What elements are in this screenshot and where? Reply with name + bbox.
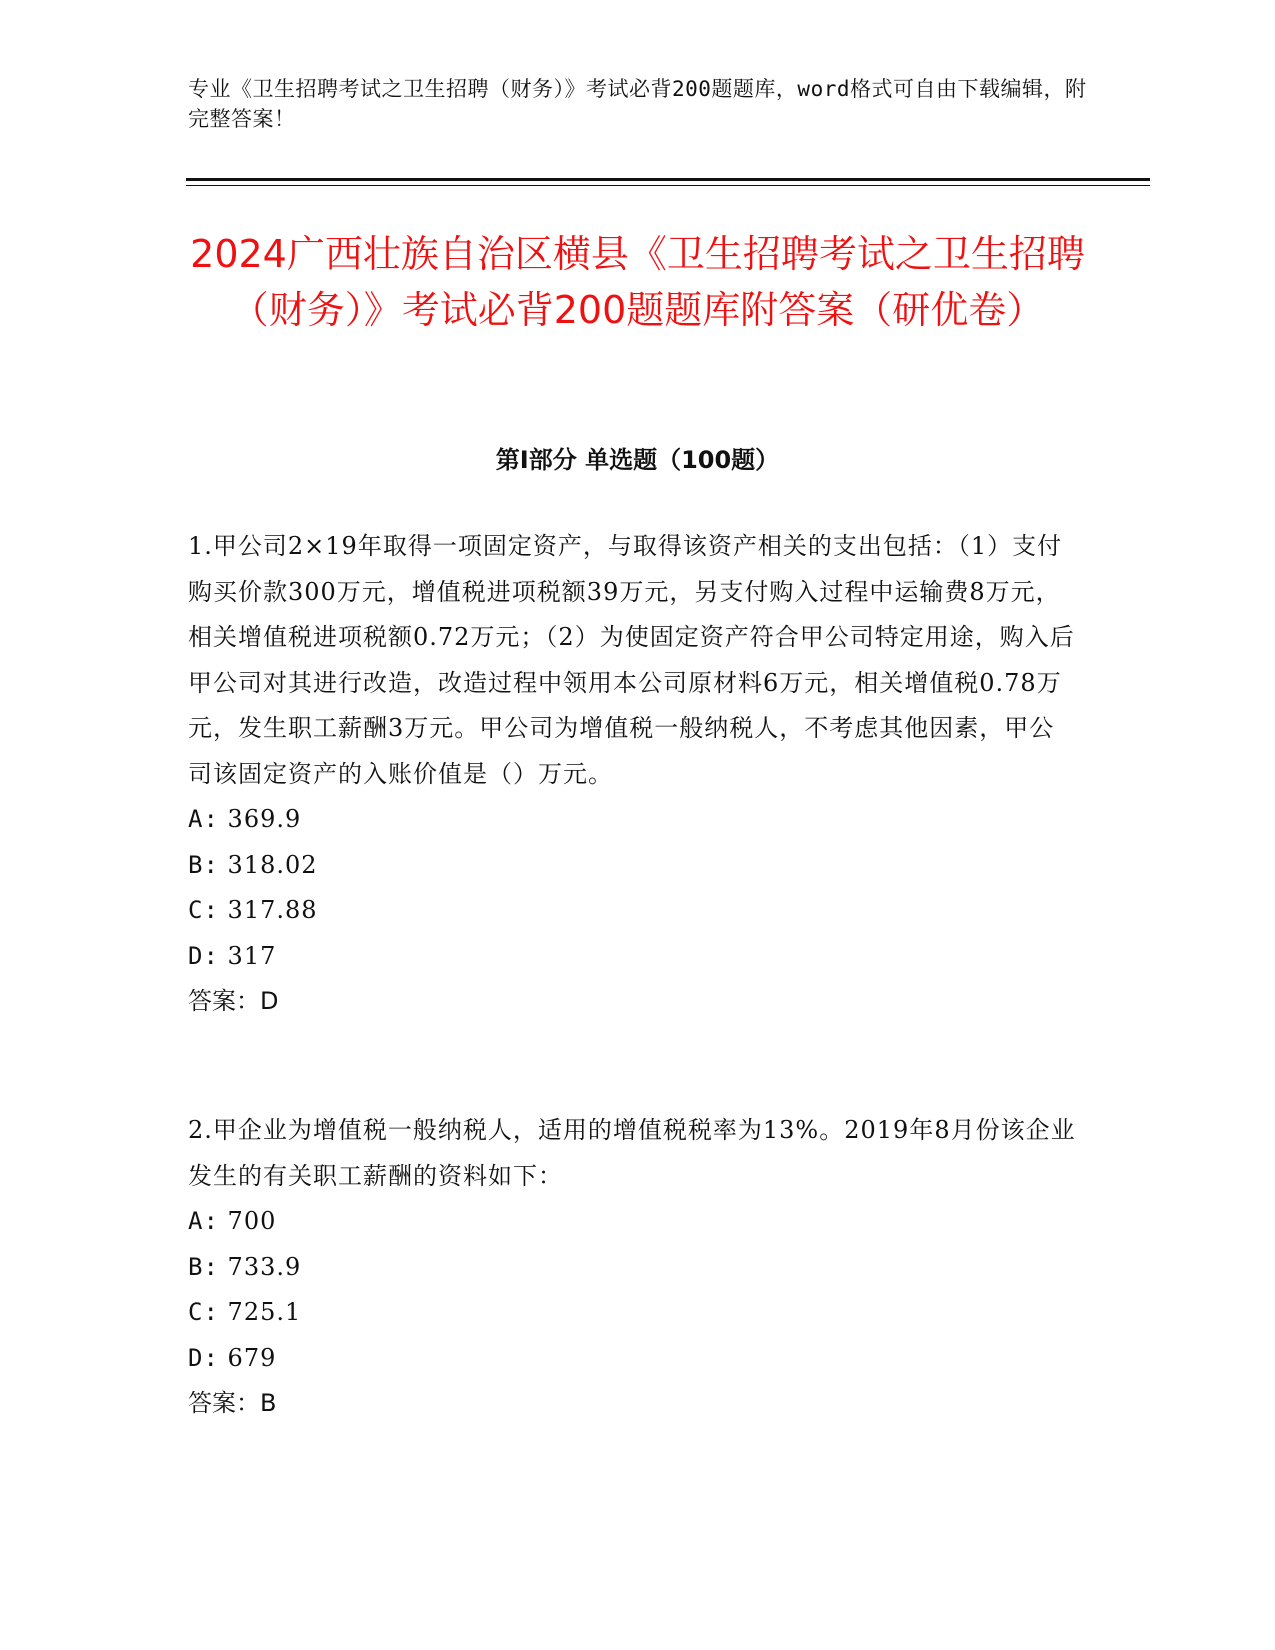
option-d — [188, 934, 1078, 980]
option-letter: B: — [188, 1252, 219, 1281]
option-c — [188, 888, 1078, 934]
option-text: 679 — [227, 1343, 277, 1372]
question-stem: 2.甲企业为增值税一般纳税人，适用的增值税税率为13%。2019年8月份该企业发生的有关职工薪酬的资料如下： — [188, 1116, 1076, 1190]
option-text: 317.88 — [227, 896, 318, 924]
option-letter: C: — [188, 1298, 219, 1326]
option-text: 725.1 — [227, 1298, 302, 1326]
option-b — [188, 843, 1078, 889]
header-rule-thin — [186, 185, 1150, 186]
option-text: 317 — [227, 941, 277, 970]
option-letter: D: — [188, 941, 219, 970]
answer: 答案：B — [188, 1389, 277, 1417]
option-a — [188, 797, 1078, 843]
option-text: 369.9 — [227, 805, 302, 833]
option-text: 733.9 — [227, 1252, 302, 1281]
option-letter: A: — [188, 1207, 219, 1235]
option-letter: B: — [188, 850, 219, 879]
option-letter: C: — [188, 896, 219, 924]
question-1 — [188, 524, 1078, 1025]
question-stem: 1.甲公司2×19年取得一项固定资产，与取得该资产相关的支出包括：（1）支付购买价款300万元，增值税进项税额39万元，另支付购入过程中运输费8万元，相关增值税进项税额0.72万元；（2）为使固定资产符合甲公司特定用途，购入后甲公司对其进行改造，改造过程中领用本公司原材料6万元，相关增值税0.78万元，发生职工薪酬3万元。甲公司为增值税一般纳税人，不考虑其他因素，甲公司该固定资产的入账价值是（）万元。 — [188, 532, 1075, 788]
document-title: 2024广西壮族自治区横县《卫生招聘考试之卫生招聘（财务）》考试必背200题题库附答案（研优卷） — [190, 232, 1085, 332]
option-a — [188, 1199, 1078, 1245]
option-text: 700 — [227, 1207, 277, 1235]
answer: 答案：D — [188, 987, 279, 1015]
option-c — [188, 1290, 1078, 1336]
question-2 — [188, 1108, 1078, 1427]
header-rule-thick — [186, 178, 1150, 181]
option-letter: A: — [188, 805, 219, 833]
option-text: 318.02 — [227, 850, 318, 879]
option-d — [188, 1336, 1078, 1382]
option-b — [188, 1245, 1078, 1291]
section-title: 第I部分 单选题（100题） — [495, 446, 780, 474]
header-note: 专业《卫生招聘考试之卫生招聘（财务）》考试必背200题题库，word格式可自由下载编辑，附完整答案！ — [188, 77, 1087, 131]
option-letter: D: — [188, 1343, 219, 1372]
